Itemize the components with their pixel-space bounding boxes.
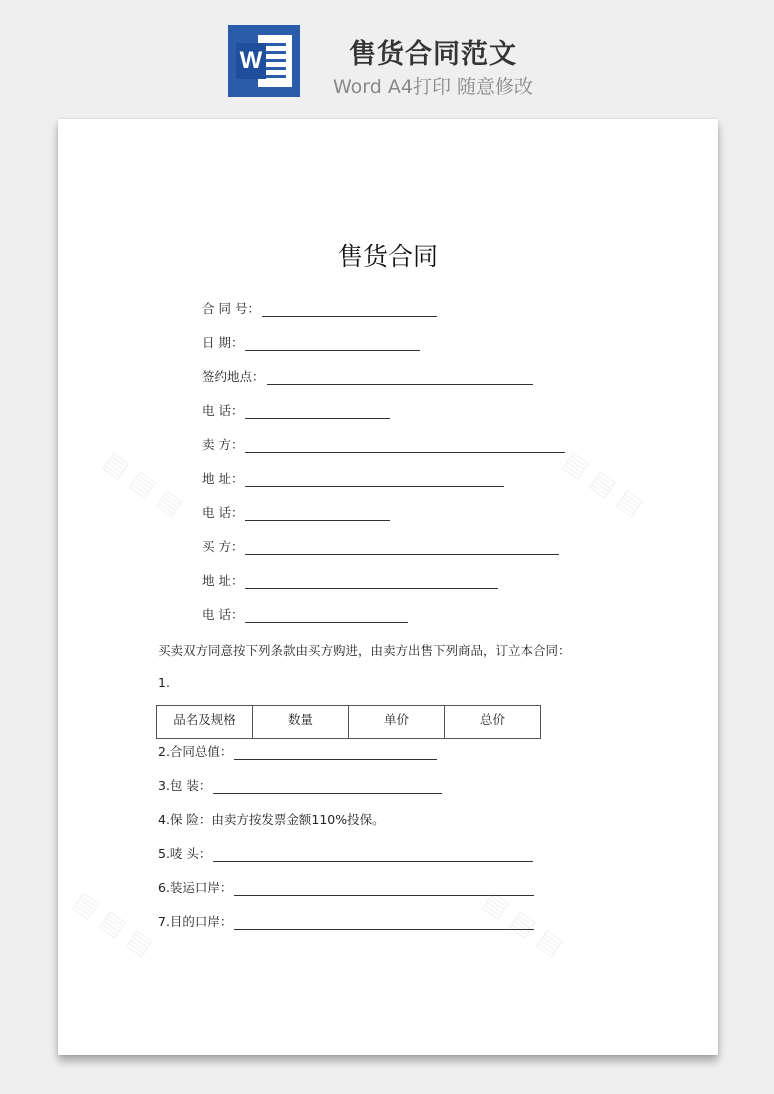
item-1-label: 1. xyxy=(158,675,170,690)
document-page xyxy=(58,119,718,1055)
field-buyer-phone xyxy=(202,607,408,623)
table-header-cell: 数量 xyxy=(253,706,349,739)
document-title: 售货合同 xyxy=(337,242,438,271)
blank-line[interactable] xyxy=(245,574,498,589)
blank-line[interactable] xyxy=(245,506,390,521)
field-seller-phone xyxy=(202,505,390,521)
field-buyer-address xyxy=(202,573,498,589)
clause-label: 5.唛 头： xyxy=(158,846,212,861)
clause-label: 2.合同总值： xyxy=(158,744,233,759)
field-label: 日 期： xyxy=(202,335,244,350)
blank-line[interactable] xyxy=(262,302,437,317)
intro-paragraph: 买卖双方同意按下列条款由买方购进，由卖方出售下列商品，订立本合同： xyxy=(158,643,571,658)
watermark xyxy=(98,446,189,522)
clause-destination-port xyxy=(158,914,534,930)
field-label: 签约地点： xyxy=(202,369,265,384)
blank-line[interactable] xyxy=(234,745,437,760)
blank-line[interactable] xyxy=(245,438,565,453)
clause-insurance xyxy=(158,812,385,828)
field-label: 电 话： xyxy=(202,607,244,622)
word-icon xyxy=(228,25,300,97)
field-label: 地 址： xyxy=(202,471,244,486)
watermark xyxy=(68,886,159,962)
field-label: 卖 方： xyxy=(202,437,244,452)
blank-line[interactable] xyxy=(234,881,534,896)
field-date xyxy=(202,335,420,351)
field-seller xyxy=(202,437,565,453)
field-contract-number xyxy=(202,301,437,317)
table-header-cell: 品名及规格 xyxy=(157,706,253,739)
goods-table xyxy=(156,705,541,739)
clause-packing xyxy=(158,778,442,794)
blank-line[interactable] xyxy=(245,404,390,419)
field-buyer xyxy=(202,539,559,555)
field-label: 电 话： xyxy=(202,403,244,418)
clause-label: 7.目的口岸： xyxy=(158,914,233,929)
banner-header xyxy=(0,0,774,110)
clause-label: 4.保 险：由卖方按发票金额110%投保。 xyxy=(158,812,385,827)
field-label: 地 址： xyxy=(202,573,244,588)
field-label: 合 同 号： xyxy=(202,301,260,316)
field-phone xyxy=(202,403,390,419)
clause-shipping-mark xyxy=(158,846,533,862)
blank-line[interactable] xyxy=(245,336,420,351)
field-signing-place xyxy=(202,369,533,385)
watermark xyxy=(558,446,649,522)
table-header-cell: 总价 xyxy=(445,706,541,739)
table-header-cell: 单价 xyxy=(349,706,445,739)
blank-line[interactable] xyxy=(245,472,504,487)
blank-line[interactable] xyxy=(267,370,533,385)
blank-line[interactable] xyxy=(245,540,559,555)
word-logo-letter: W xyxy=(236,43,266,79)
banner-title: 售货合同范文 xyxy=(349,39,517,70)
field-label: 买 方： xyxy=(202,539,244,554)
blank-line[interactable] xyxy=(213,847,533,862)
field-seller-address xyxy=(202,471,504,487)
blank-line[interactable] xyxy=(213,779,442,794)
clause-label: 3.包 装： xyxy=(158,778,212,793)
clause-label: 6.装运口岸： xyxy=(158,880,233,895)
blank-line[interactable] xyxy=(245,608,408,623)
clause-total-value xyxy=(158,744,437,760)
blank-line[interactable] xyxy=(234,915,534,930)
field-label: 电 话： xyxy=(202,505,244,520)
banner-subtitle: Word A4打印 随意修改 xyxy=(332,76,533,98)
clause-loading-port xyxy=(158,880,534,896)
table-header-row xyxy=(157,706,541,739)
